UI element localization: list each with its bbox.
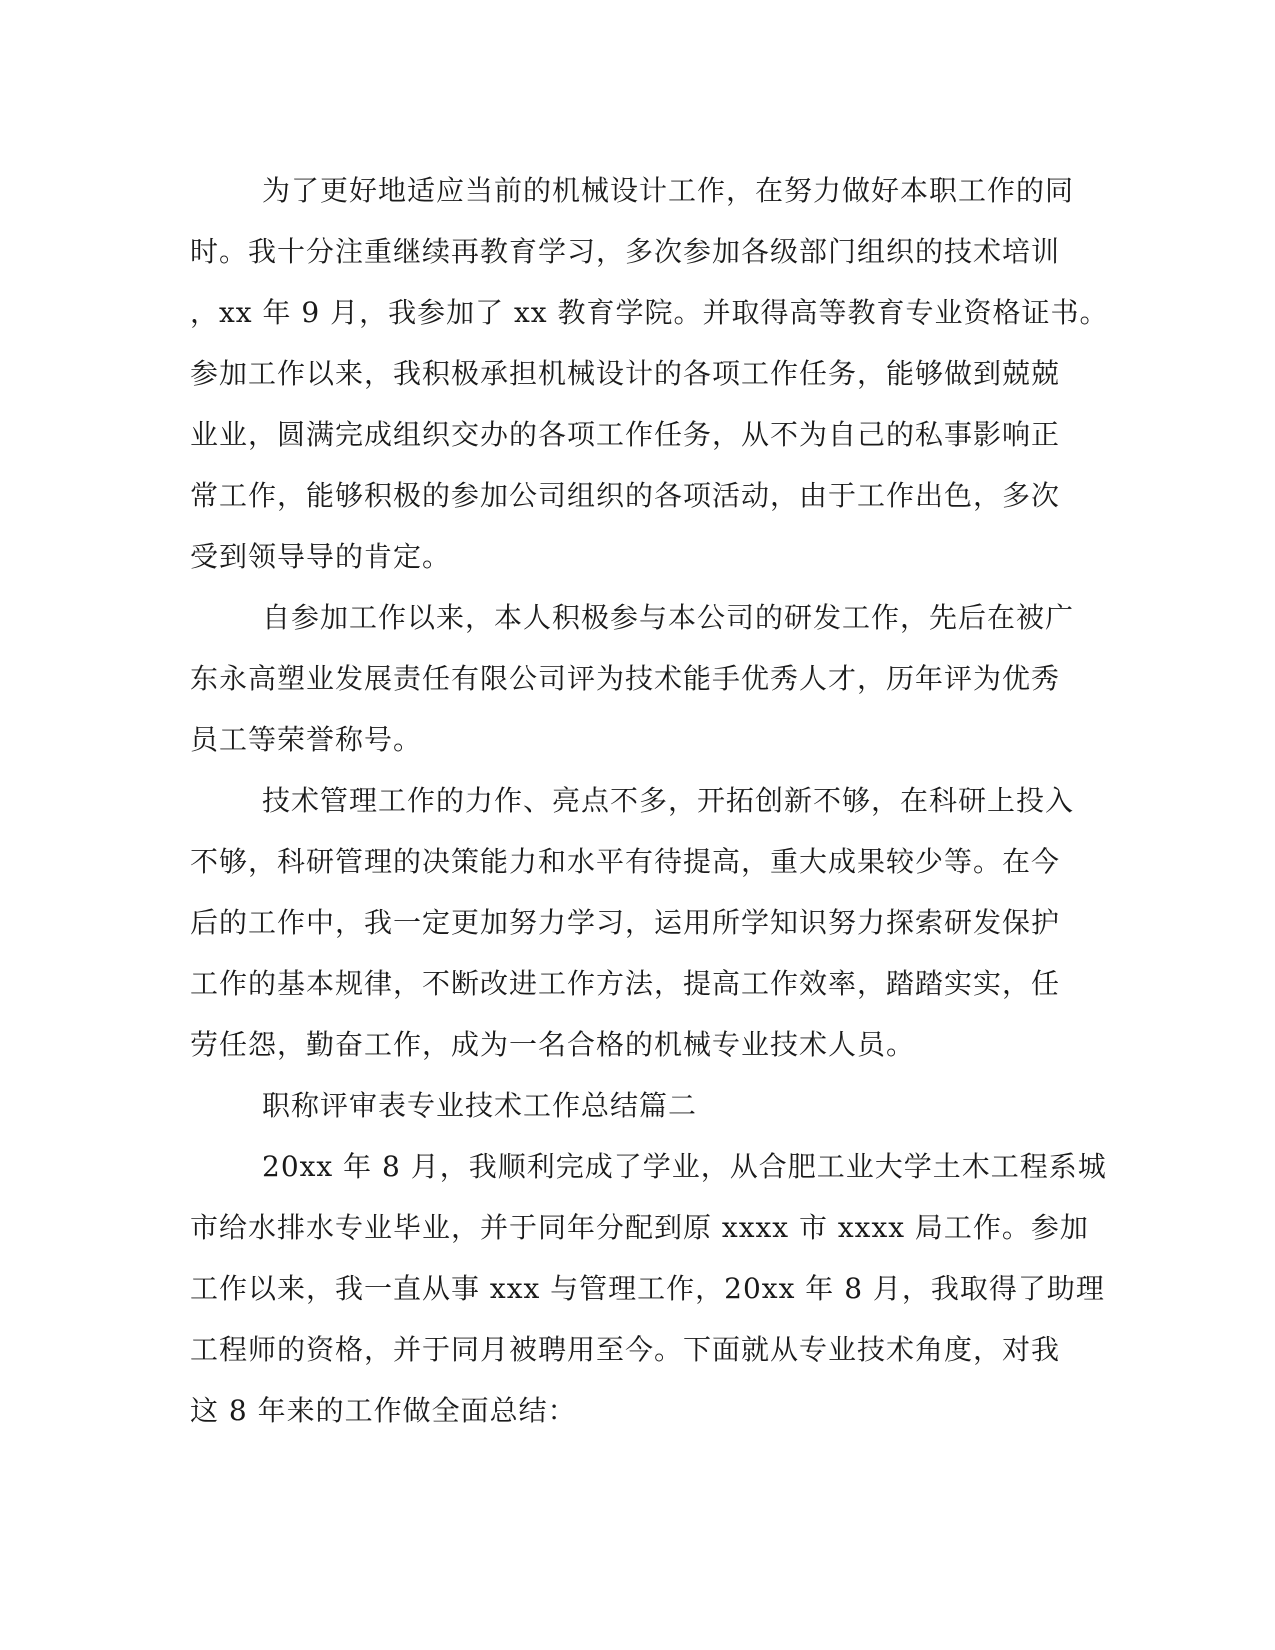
text-line: 工作的基本规律，不断改进工作方法，提高工作效率，踏踏实实，任 xyxy=(190,967,1061,1000)
text-line: 业业，圆满完成组织交办的各项工作任务，从不为自己的私事影响正 xyxy=(190,418,1061,451)
text-line: 20xx 年 8 月，我顺利完成了学业，从合肥工业大学土木工程系城 xyxy=(262,1150,1107,1183)
text-line: 工程师的资格，并于同月被聘用至今。下面就从专业技术角度，对我 xyxy=(190,1333,1061,1366)
text-line: 技术管理工作的力作、亮点不多，开拓创新不够，在科研上投入 xyxy=(262,784,1075,817)
text-line: 不够，科研管理的决策能力和水平有待提高，重大成果较少等。在今 xyxy=(190,845,1061,878)
paragraph-2 xyxy=(190,587,1075,770)
text-line: 市给水排水专业毕业，并于同年分配到原 xxxx 市 xxxx 局工作。参加 xyxy=(190,1211,1089,1244)
text-line: 为了更好地适应当前的机械设计工作，在努力做好本职工作的同 xyxy=(262,174,1075,207)
text-line: 参加工作以来，我积极承担机械设计的各项工作任务，能够做到兢兢 xyxy=(190,357,1061,390)
text-line: 常工作，能够积极的参加公司组织的各项活动，由于工作出色，多次 xyxy=(190,479,1061,512)
document-body xyxy=(190,160,1109,1441)
paragraph-3 xyxy=(190,770,1075,1075)
text-line: 工作以来，我一直从事 xxx 与管理工作，20xx 年 8 月，我取得了助理 xyxy=(190,1272,1105,1305)
text-line: 员工等荣誉称号。 xyxy=(190,723,423,756)
text-line: 东永高塑业发展责任有限公司评为技术能手优秀人才，历年评为优秀 xyxy=(190,662,1061,695)
heading-text: 职称评审表专业技术工作总结篇二 xyxy=(262,1089,698,1122)
text-line: 劳任怨，勤奋工作，成为一名合格的机械专业技术人员。 xyxy=(190,1028,916,1061)
text-line: 这 8 年来的工作做全面总结： xyxy=(190,1394,577,1427)
text-line: 时。我十分注重继续再教育学习，多次参加各级部门组织的技术培训 xyxy=(190,235,1061,268)
text-line: ，xx 年 9 月，我参加了 xx 教育学院。并取得高等教育专业资格证书。 xyxy=(190,296,1109,329)
text-line: 受到领导导的肯定。 xyxy=(190,540,452,573)
paragraph-1 xyxy=(190,160,1109,587)
section-heading xyxy=(190,1075,1070,1136)
text-line: 自参加工作以来，本人积极参与本公司的研发工作，先后在被广 xyxy=(262,601,1075,634)
paragraph-5 xyxy=(190,1136,1107,1441)
text-line: 后的工作中，我一定更加努力学习，运用所学知识努力探索研发保护 xyxy=(190,906,1061,939)
